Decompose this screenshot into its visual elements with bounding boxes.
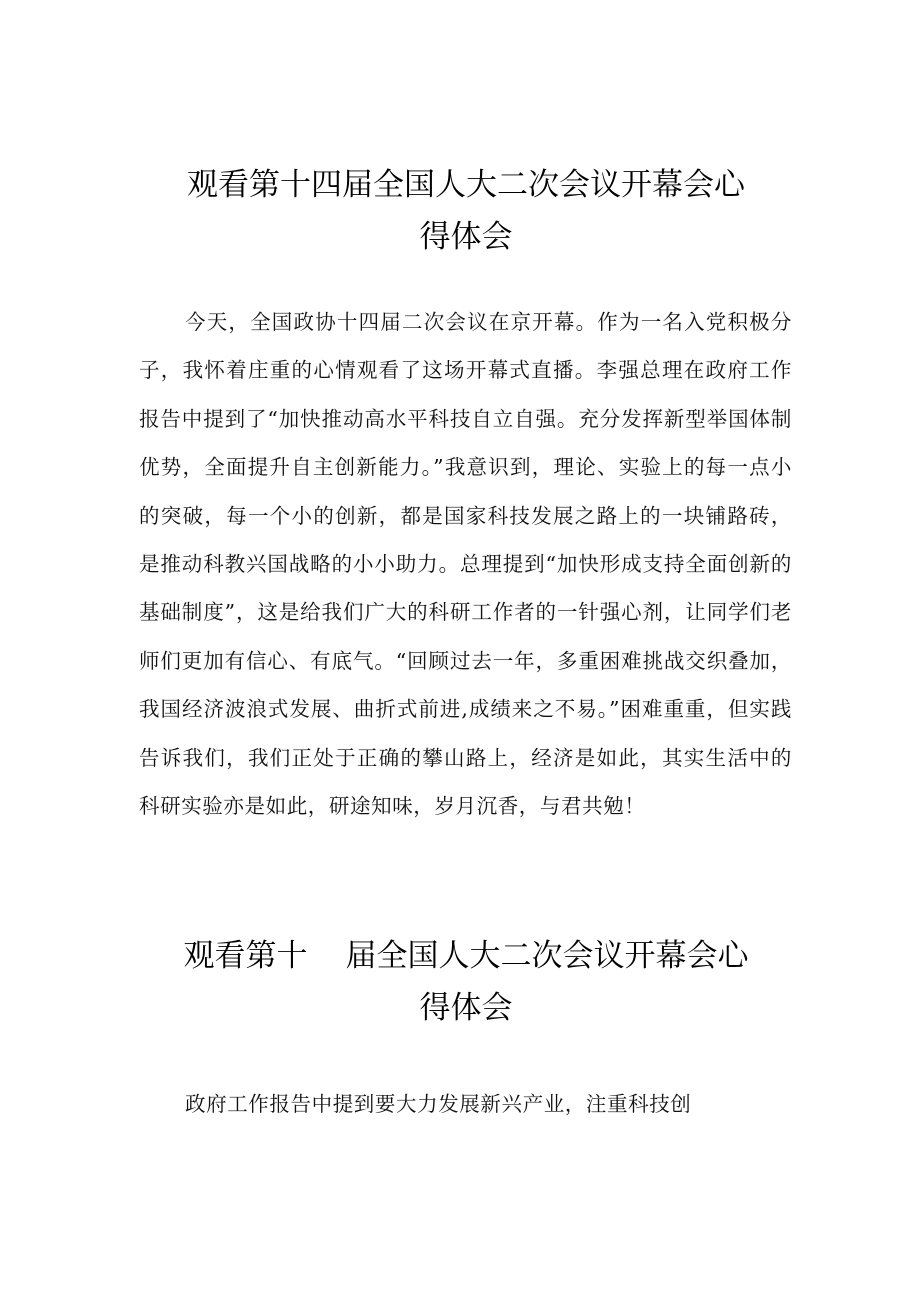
second-title-line-1 [184, 938, 749, 974]
article-title-line-2: 得体会 [419, 219, 513, 255]
second-title-line-2: 得体会 [419, 990, 513, 1026]
second-article-paragraph: 政府工作报告中提到要大力发展新兴产业，注重科技创 [185, 1092, 692, 1116]
article-paragraph: 今天，全国政协十四届二次会议在京开幕。作为一名入党积极分子，我怀着庄重的心情观看了这场开幕式直播。李强总理在政府工作报告中提到了“加快推动高水平科技自立自强。充分发挥新型举国体制优势，全面提升自主创新能力。”我意识到，理论、实验上的每一点小的突破，每一个小的创新，都是国家科技发展之路上的一块铺路砖，是推动科教兴国战略的小小助力。总理提到“加快形成支持全面创新的基础制度”，这是给我们广大的科研工作者的一针强心剂，让同学们老师们更加有信心、有底气。“回顾过去一年，多重困难挑战交织叠加，我国经济波浪式发展、曲折式前进,成绩来之不易。”困难重重，但实践告诉我们，我们正处于正确的攀山路上，经济是如此，其实生活中的科研实验亦是如此，研途知味，岁月沉香，与君共勉！ [139, 310, 792, 819]
second-title-part-2: 届全国人大二次会议开幕会心 [345, 938, 749, 974]
article-title [140, 159, 792, 263]
article-title-line-1: 观看第十四届全国人大二次会议开幕会心 [187, 167, 745, 203]
second-title-part-1: 观看第十 [183, 938, 308, 974]
second-article-title [140, 930, 792, 1034]
